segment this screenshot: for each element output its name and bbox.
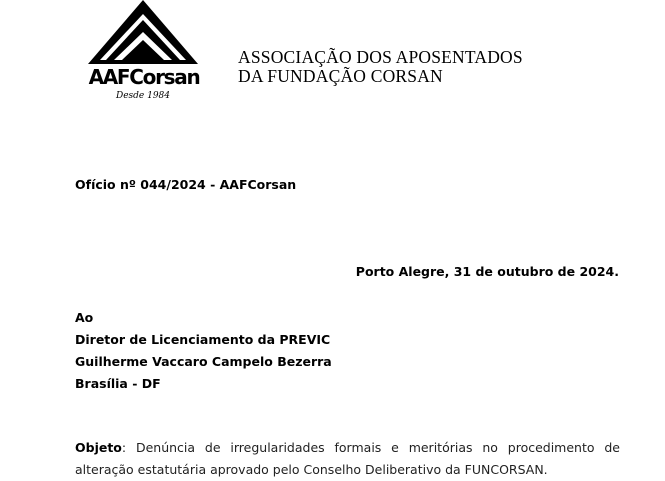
organization-logo <box>80 0 206 106</box>
roof-triangle-icon <box>88 0 198 66</box>
logo-since-year: Desde 1984 <box>115 91 170 101</box>
subject-separator: : <box>121 440 127 455</box>
subject-label: Objeto <box>75 440 122 455</box>
org-name-line-1: ASSOCIAÇÃO DOS APOSENTADOS <box>238 47 523 67</box>
letter-reference: Ofício nº 044/2024 - AAFCorsan <box>75 177 297 192</box>
recipient-address <box>75 307 332 395</box>
organization-name <box>238 48 523 86</box>
subject-text: Denúncia de irregularidades formais e meritórias no procedimento de alteração estatutária aprovado pelo Conselho Deliberativo da FUNCORSAN. <box>75 440 620 477</box>
org-name-line-2: DA FUNDAÇÃO CORSAN <box>238 66 443 86</box>
letter-subject <box>75 437 620 481</box>
recipient-title: Diretor de Licenciamento da PREVIC <box>75 332 331 347</box>
recipient-name: Guilherme Vaccaro Campelo Bezerra <box>75 354 332 369</box>
letter-date: Porto Alegre, 31 de outubro de 2024. <box>355 264 619 279</box>
recipient-salutation: Ao <box>75 310 94 325</box>
recipient-location: Brasília - DF <box>75 376 161 391</box>
logo-wordmark: AAFCorsan <box>88 65 200 89</box>
